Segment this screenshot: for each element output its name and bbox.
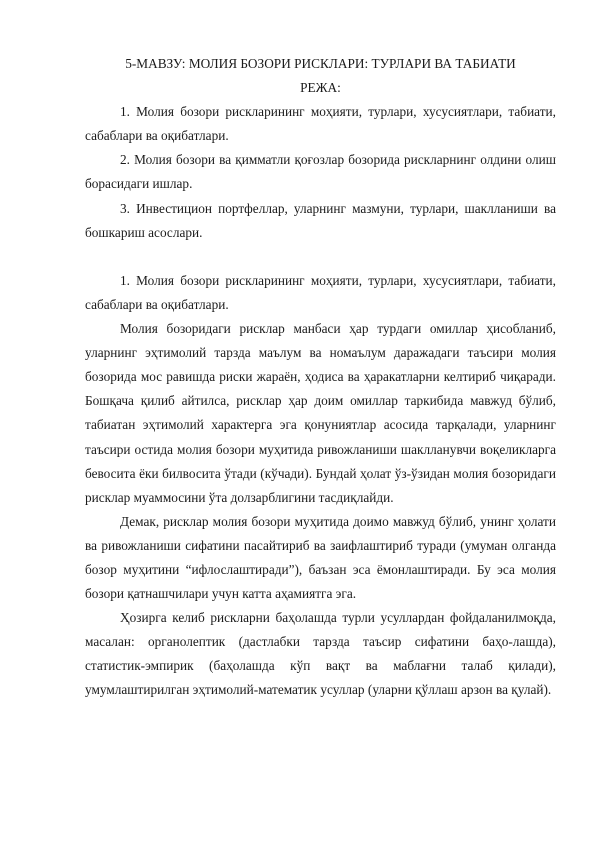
plan-item-2: 2. Молия бозори ва қимматли қоғозлар бозорида рискларнинг олдини олиш борасидаги ишлар.: [85, 152, 556, 192]
plan-heading: РЕЖА:: [300, 80, 341, 96]
paragraph-3: Ҳозирга келиб рискларни баҳолашда турли усуллардан фойдаланилмоқда, масалан: органолептик (дастлабки тарзда таъсир сифатини баҳо-лашда), статистик-эмпирик (баҳолашда кўп вақт ва маблағни талаб қилади), умумлаштирилган эҳтимолий-математик усуллар (уларни қўллаш арзон ва қулай).: [85, 610, 556, 698]
paragraph-2: Демак, рисклар молия бозори муҳитида доимо мавжуд бўлиб, унинг ҳолати ва ривожланиши сифатини пасайтириб ва заифлаштириб туради (умуман олганда бозор муҳитини “ифлослаштиради”), баъзан эса ёмонлаштиради. Бу эса молия бозори қатнашчилари учун катта аҳамиятга эга.: [85, 513, 556, 602]
plan-item-1: 1. Молия бозори рискларининг моҳияти, турлари, хусусиятлари, табиати, сабаблари ва оқибатлари.: [85, 104, 556, 144]
paragraph-1: Молия бозоридаги рисклар манбаси ҳар турдаги омиллар ҳисобланиб, уларнинг эҳтимолий тарзда маълум ва номаълум даражадаги таъсири молия бозорида мос равишда риски жараён, ҳодиса ва ҳаракатларни келтириб чиқаради. Бошқача қилиб айтилса, рисклар ҳар доим омиллар таркибида мавжуд бўлиб, табиатан эҳтимолий характерга эга қонуниятлар асосида тарқалади, уларнинг таъсири остида молия бозори муҳитида ривожланиши шаклланувчи воқеликларга бевосита ёки билвосита ўтади (кўчади). Бундай ҳолат ўз-ўзидан молия бозоридаги рисклар муаммосини ўта долзарблигини тасдиқлайди.: [85, 321, 556, 505]
section-heading: 1. Молия бозори рискларининг моҳияти, турлари, хусусиятлари, табиати, сабаблари ва оқибатлари.: [85, 272, 556, 312]
document-title: 5-МАВЗУ: МОЛИЯ БОЗОРИ РИСКЛАРИ: ТУРЛАРИ ВА ТАБИАТИ: [125, 56, 516, 71]
document-page: [85, 52, 556, 703]
blank-line: [85, 245, 556, 269]
plan-item-3: 3. Инвестицион портфеллар, уларнинг мазмуни, турлари, шаклланиши ва бошкариш асослари.: [85, 200, 556, 240]
